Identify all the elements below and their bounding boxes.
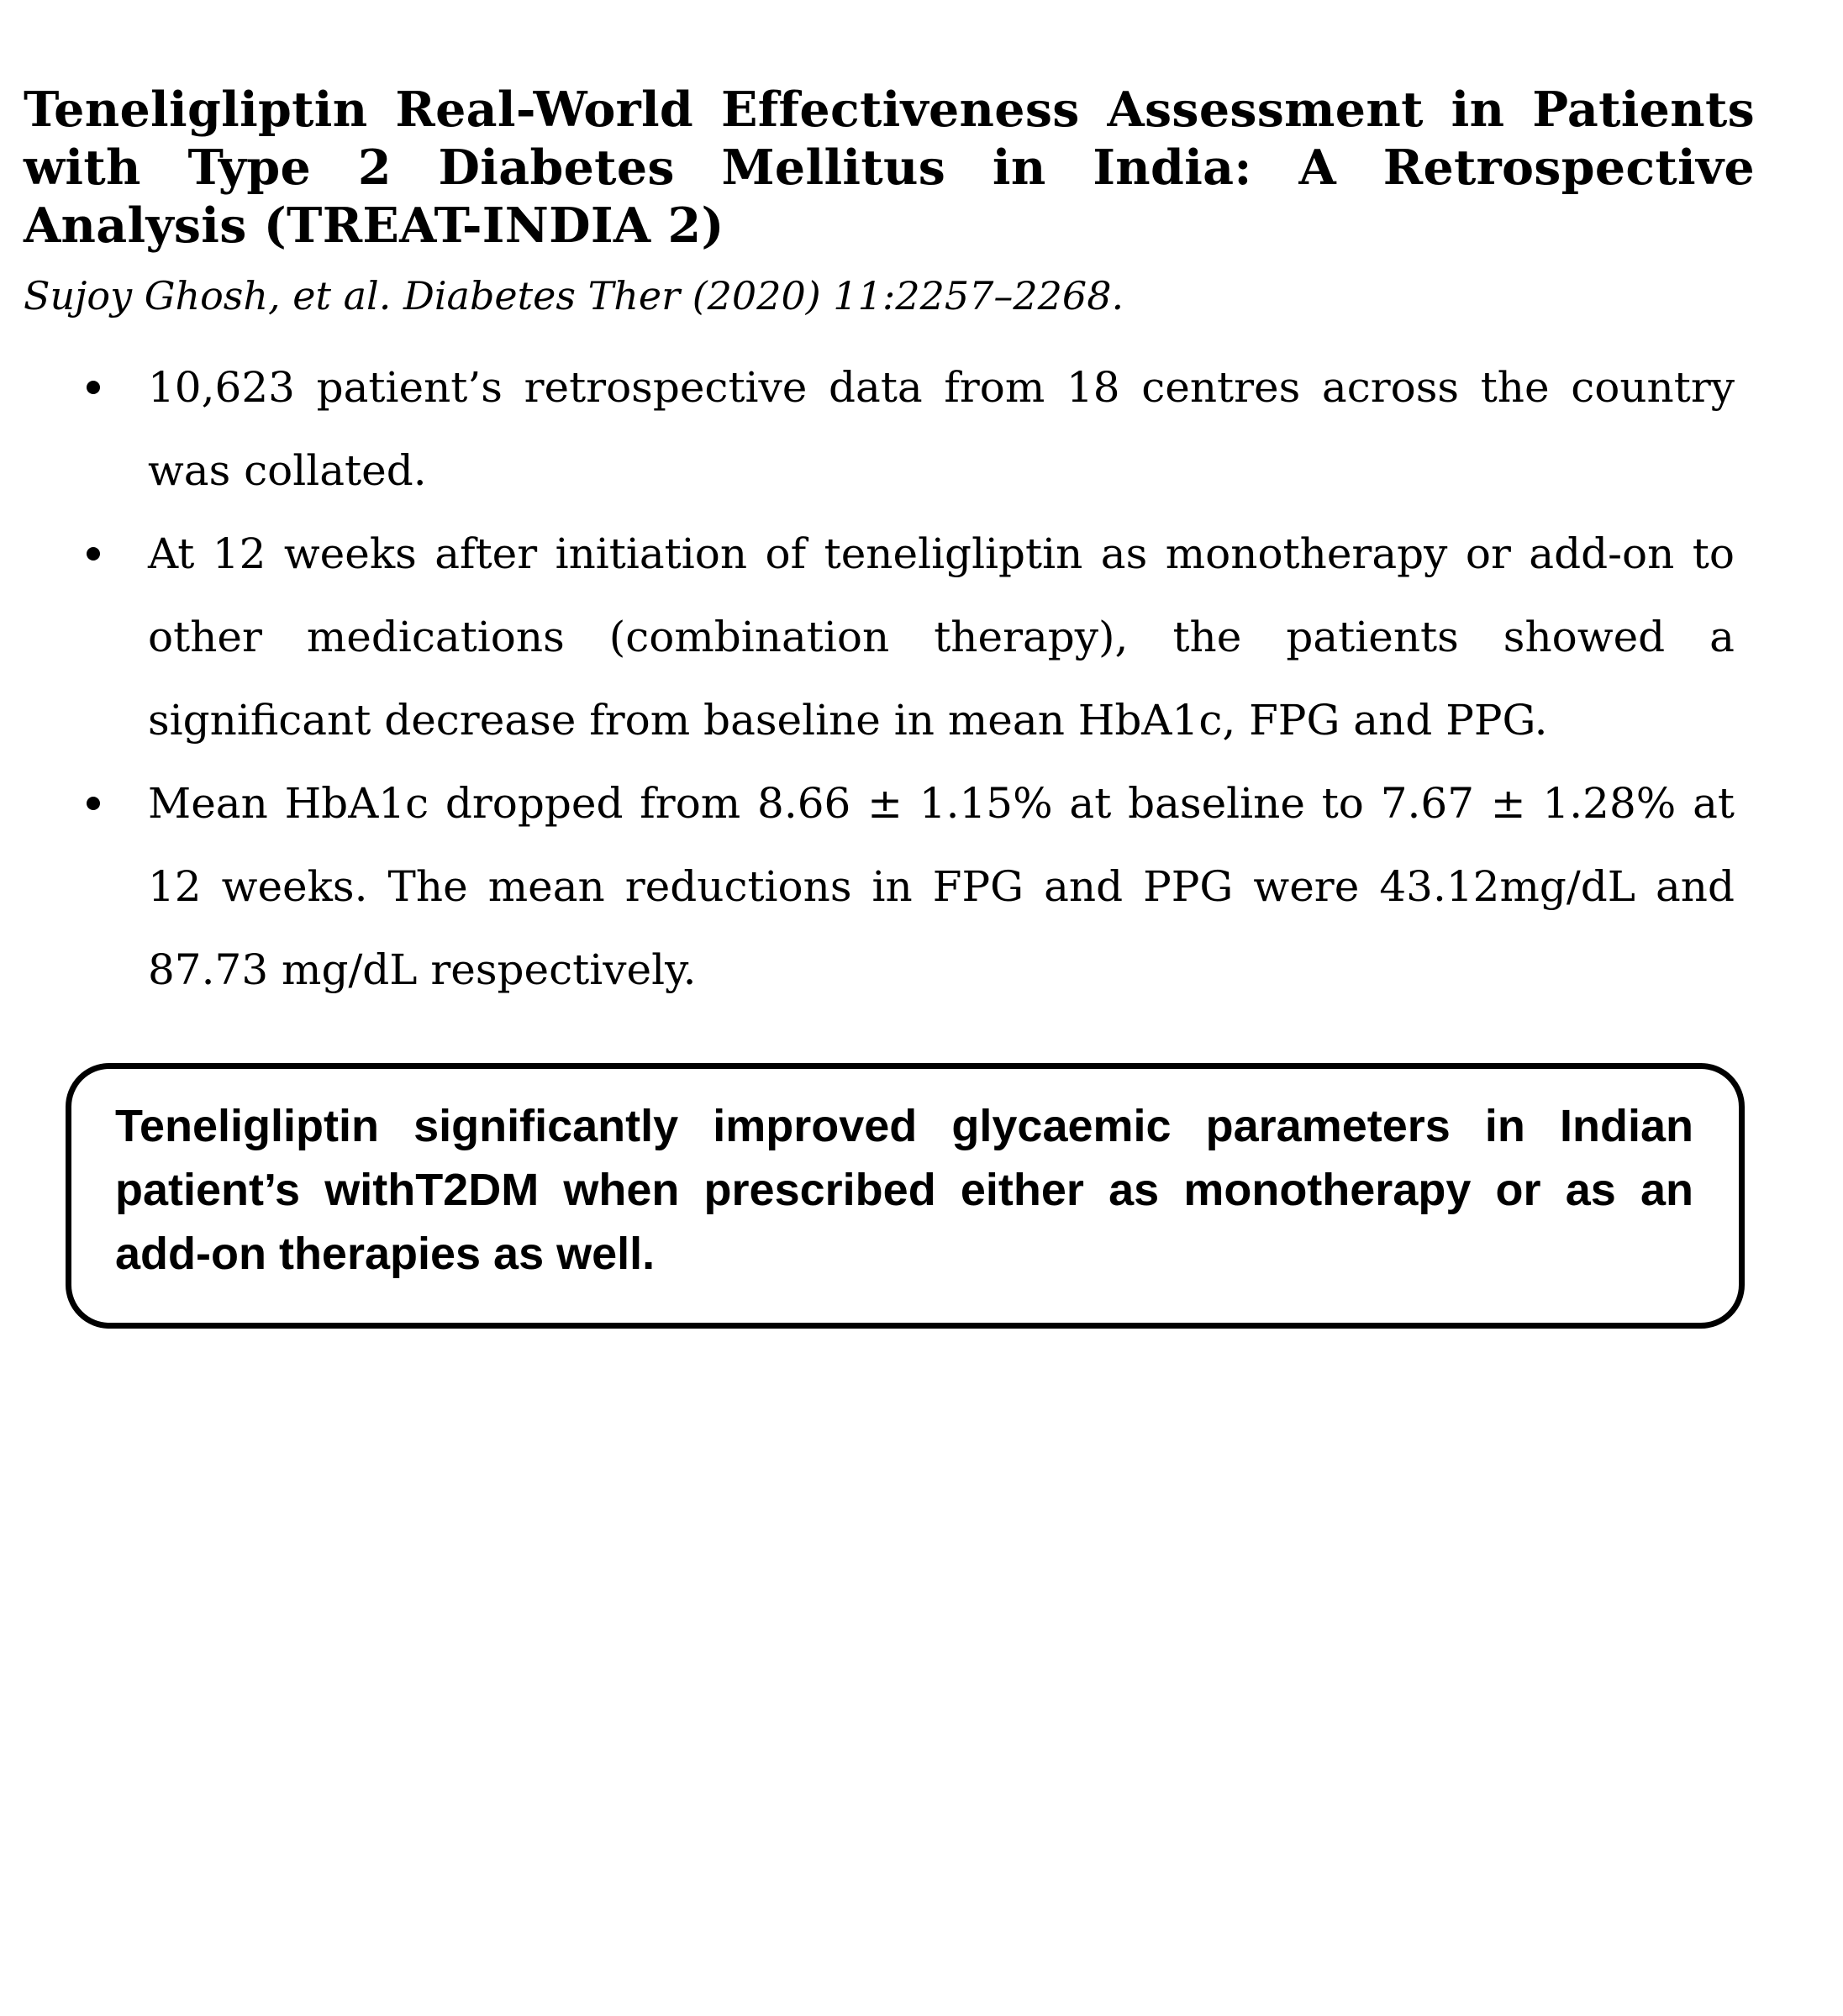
article-citation: Sujoy Ghosh, et al. Diabetes Ther (2020) 11:2257–2268. <box>24 273 1124 318</box>
conclusion-box <box>66 1063 1745 1329</box>
conclusion-text: Teneligliptin significantly improved glycaemic parameters in Indian patient’s withT2DM when prescribed either as monotherapy or as an add-on therapies as well. <box>115 1101 1693 1279</box>
list-item-text: Mean HbA1c dropped from 8.66 ± 1.15% at baseline to 7.67 ± 1.28% at 12 weeks. The mean reductions in FPG and PPG were 43.12mg/dL and 87.73 mg/dL respectively. <box>148 779 1735 994</box>
bullet-icon <box>87 547 100 561</box>
list-item-text: 10,623 patient’s retrospective data from 18 centres across the country was collated. <box>148 363 1735 495</box>
findings-list <box>0 346 1843 1012</box>
article-title: Teneligliptin Real-World Effectiveness Assessment in Patients with Type 2 Diabetes Mellitus in India: A Retrospective Analysis (TREAT-INDIA 2) <box>24 82 1755 254</box>
bullet-icon <box>87 381 100 394</box>
list-item-text: At 12 weeks after initiation of teneligliptin as monotherapy or add-on to other medications (combination therapy), the patients showed a significant decrease from baseline in mean HbA1c, FPG and PPG. <box>148 529 1735 745</box>
list-item <box>0 513 1735 762</box>
list-item <box>0 346 1735 513</box>
list-item <box>0 762 1735 1012</box>
bullet-icon <box>87 797 100 810</box>
